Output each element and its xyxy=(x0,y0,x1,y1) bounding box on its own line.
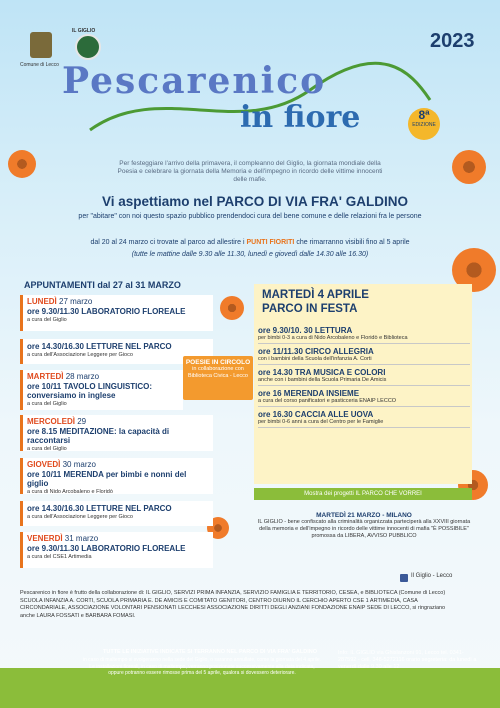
giglio-logo xyxy=(75,34,101,60)
milano-block xyxy=(256,512,472,540)
dates-line xyxy=(50,238,450,247)
festa-item: ore 9.30/10. 30 LETTURA per bimbi 0-3 a cura di Nido Arcobaleno e Floridò e Biblioteca xyxy=(258,326,470,344)
day-label: MARTEDÌ 28 marzo xyxy=(27,372,100,381)
festa-item: ore 16.30 CACCIA ALLE UOVA per bimbi 0-6 anni a cura del Centro per le Famiglie xyxy=(258,410,470,428)
block-monday xyxy=(20,295,213,331)
event-note: a cura del CSE1 Artimedia xyxy=(27,554,92,560)
dates-note: (tutte le mattine dalle 9.30 alle 11.30, lunedì e giovedì dalle 14.30 alle 16.30) xyxy=(131,251,369,258)
day-label: MERCOLEDÌ 29 xyxy=(27,417,87,426)
event-note: a cura del Giglio xyxy=(27,446,67,452)
event-title: ore 14.30/16.30 LETTURE NEL PARCO xyxy=(27,504,172,513)
festa-item: ore 16 MERENDA INSIEME a cura del corso panificatori e pasticceria ENAIP LECCO xyxy=(258,389,470,407)
footer-title: TUTTE LE INIZIATIVE INDICATE SI TERRANNO NEL PARCO DI VIA FRA' GALDINO xyxy=(103,649,317,655)
facebook-label: Il Giglio - Lecco xyxy=(411,573,453,579)
flower-decoration xyxy=(452,150,486,184)
edition-badge xyxy=(408,108,440,140)
title-infiore: in fiore xyxy=(240,100,361,135)
event-note: a cura del Giglio xyxy=(27,401,67,407)
event-title: ore 9.30/11.30 LABORATORIO FLOREALE xyxy=(27,307,186,316)
poesie-box xyxy=(183,356,253,400)
event-title: ore 10/11 TAVOLO LINGUISTICO: conversiamo in inglese xyxy=(27,382,153,400)
event-note: a cura dell'Associazione Leggere per Gioco xyxy=(27,352,133,358)
festa-title: MARTEDÌ 4 APRILE PARCO IN FESTA xyxy=(262,289,369,315)
year: 2023 xyxy=(430,30,475,52)
footer-text: in caso di maltempo si svolgeranno nella sede del Giglio, o saranno annullate, come la giornata del 4 aprile. Le installazioni floreali, in caso di maltempo, verranno posizionate successivamente alla data indicata, oppure potranno essere rimosse prima del 5 aprile, qualora si dovessero deteriorare. xyxy=(82,657,322,676)
block-wednesday xyxy=(20,415,213,451)
title-pescarenico: Pescarenico xyxy=(62,60,327,102)
event-title: ore 10/11 MERENDA per bimbi e nonni del giglio xyxy=(27,470,187,488)
flower-decoration xyxy=(220,296,244,320)
edition-number: 8ª xyxy=(418,108,430,122)
giglio-label: IL GIGLIO xyxy=(72,28,96,34)
collab-text: Pescarenico in fiore è frutto della collaborazione di: IL GIGLIO, SERVIZI PRIMA INFANZIA, SERVIZIO FAMIGLIA E TERRITORIO, CESEA, e BIBLIOTECA (Comune di Lecco) SCUOLA INFANZIA A. CORTI, SCUOLA PRIMARIA E. DE AMICIS E COMITATO GENITORI, CENTRO DIURNO IL CERCHIO APERTO CSE 1 ARTIMEDIA, CASA CIRCONDARIALE, ASSOCIAZIONE VOLONTARI PENSIONATI LECCHESI ASSOCIAZIONE DIRITTI DEGLI ANZIANI FONDAZIONE ENAIP SEDE DI LECCO, si ringraziano anche LAURA FOSSATI e BARBARA FOMASI. xyxy=(20,590,446,619)
intro-text: Per festeggiare l'arrivo della primavera, il compleanno del Giglio, la giornata mondiale della Poesia e celebrare la giornata della Memoria e dell'impegno in ricordo delle vittime innocenti delle mafie. xyxy=(117,160,383,183)
festa-items xyxy=(258,326,470,428)
festa-item: ore 11/11.30 CIRCO ALLEGRIA con i bambini della Scuola dell'infanzia A. Corti xyxy=(258,347,470,365)
poesie-note: in collaborazione con Biblioteca Civica - Lecco xyxy=(188,366,248,379)
footer-info: Info: IL GIGLIO via Ghislanzoni 91, Lecco tel. 0341-287592 - cell. 348-5272116 orario segreteria: da lunedì a venerdì dalle 9.30 alle 12 xyxy=(338,650,477,670)
festa-item: ore 14.30 TRA MUSICA E COLORI anche con i bambini della Scuola Primaria De Amicis xyxy=(258,368,470,386)
block-thursday-pm xyxy=(20,501,213,526)
mostra-bar: Mostra dei progetti IL PARCO CHE VORREI xyxy=(254,488,472,500)
event-note: a cura dell'Associazione Leggere per Gioco xyxy=(27,514,133,520)
appointments-title: APPUNTAMENTI dal 27 al 31 MARZO xyxy=(24,280,181,290)
dates-highlight: PUNTI FIORITI xyxy=(246,239,295,246)
flower-decoration xyxy=(8,150,36,178)
dates-post: che rimarranno visibili fino al 5 aprile xyxy=(296,239,410,246)
event-note: a cura di Nido Arcobaleno e Floridò xyxy=(27,489,113,495)
comune-label: Comune di Lecco xyxy=(20,62,59,68)
day-label: VENERDÌ 31 marzo xyxy=(27,534,99,543)
event-title: ore 14.30/16.30 LETTURE NEL PARCO xyxy=(27,342,172,351)
block-friday xyxy=(20,532,213,568)
day-label: LUNEDÌ 27 marzo xyxy=(27,297,93,306)
milano-text: IL GIGLIO - bene confiscato alla criminalità organizzata parteciperà alla XXVIII giornata della memoria e dell'impegno in ricordo delle vittime innocenti di mafia "È POSSIBILE" promossa da LIBERA, AVVISO PUBBLICO xyxy=(257,519,471,539)
event-note: a cura del Giglio xyxy=(27,317,67,323)
poesie-title: POESIE IN CIRCOLO xyxy=(185,359,251,366)
block-tuesday xyxy=(20,370,183,410)
edition-label: EDIZIONE xyxy=(412,122,436,128)
dates-pre: dal 20 al 24 marzo ci trovate al parco ad allestire i xyxy=(90,239,245,246)
milano-title: MARTEDÌ 21 MARZO - MILANO xyxy=(316,512,412,519)
block-thursday xyxy=(20,458,213,494)
facebook-icon xyxy=(400,574,408,582)
day-label: GIOVEDÌ 30 marzo xyxy=(27,460,96,469)
headline: Vi aspettiamo nel PARCO DI VIA FRA' GALDINO xyxy=(102,194,408,209)
event-title: ore 8.15 MEDITAZIONE: la capacità di raccontarsi xyxy=(27,427,170,445)
comune-logo xyxy=(30,32,52,58)
event-title: ore 9.30/11.30 LABORATORIO FLOREALE xyxy=(27,544,186,553)
subline: per "abitare" con noi questo spazio pubblico prendendoci cura del bene comune e delle relazioni fra le persone xyxy=(78,213,422,220)
